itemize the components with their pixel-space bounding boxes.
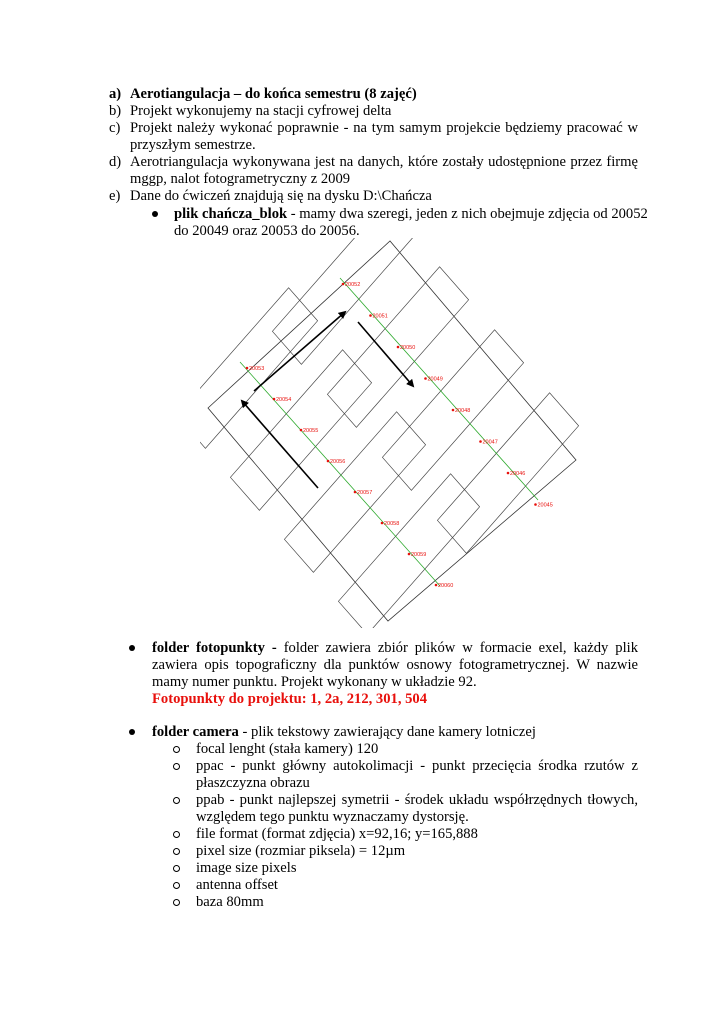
photo-center-point <box>354 491 357 494</box>
photo-block-diagram <box>200 238 580 628</box>
photo-label: 20052 <box>345 282 361 288</box>
sub-bullet-icon <box>173 763 180 770</box>
photo-label: 20059 <box>411 552 427 558</box>
list-marker-e: e) <box>109 188 121 204</box>
fotopunkty-name: folder fotopunkty - <box>152 640 277 656</box>
photo-center-point <box>424 377 427 380</box>
photo-center-point <box>381 522 384 525</box>
sub-bullet-icon <box>173 899 180 906</box>
list-item-c-line2: przyszłym semestrze. <box>130 137 256 153</box>
fotopunkty-line2: zawiera opis topograficzny dla punktów osnowy fotogrametrycznej. W nazwie <box>152 657 638 673</box>
photo-label: 20047 <box>482 439 498 446</box>
photo-center-point <box>435 584 438 587</box>
camera-item-antenna: antenna offset <box>196 877 278 893</box>
list-item-e: Dane do ćwiczeń znajdują się na dysku D:\Chańcza <box>130 188 432 204</box>
photo-label: 20055 <box>303 428 319 434</box>
list-item-b: Projekt wykonujemy na stacji cyfrowej delta <box>130 103 392 119</box>
photo-center-point <box>246 367 249 370</box>
camera-item-ppac-line1: ppac - punkt główny autokolimacji - punkt przecięcia środka rzutów z <box>196 758 638 774</box>
camera-item-ppab-line1: ppab - punkt najlepszej symetrii - środek układu współrzędnych tłowych, <box>196 792 638 808</box>
list-marker-c: c) <box>109 120 121 136</box>
fotopunkty-line3: mamy numer punktu. Projekt wykonany w układzie 92. <box>152 674 477 690</box>
photo-center-point <box>534 503 537 506</box>
photo-center-point <box>327 460 330 463</box>
photo-label: 20054 <box>276 397 292 403</box>
arrow-up-left-icon <box>242 401 318 488</box>
photo-label: 20056 <box>330 459 346 465</box>
camera-desc: - plik tekstowy zawierający dane kamery lotniczej <box>238 724 536 740</box>
camera-item-format: file format (format zdjęcia) x=92,16; y=165,888 <box>196 826 478 842</box>
list-marker-d: d) <box>109 154 122 170</box>
photo-center-point <box>479 440 482 443</box>
camera-item-baza: baza 80mm <box>196 894 264 910</box>
sub-bullet-icon <box>173 797 180 804</box>
list-item-d-line2: mggp, nalot fotogrametryczny z 2009 <box>130 171 351 187</box>
photo-label: 20058 <box>384 521 400 527</box>
blok-desc: - mamy dwa szeregi, jeden z nich obejmuje zdjęcia od 20052 <box>287 206 648 222</box>
blok-line1 <box>174 206 648 223</box>
camera-item-pixel: pixel size (rozmiar piksela) = 12µm <box>196 843 406 859</box>
photo-label: 20057 <box>357 490 373 496</box>
strip-line-b <box>240 362 440 586</box>
photo-center-point <box>507 472 510 475</box>
photo-label: 20048 <box>455 408 471 414</box>
camera-name: folder camera <box>152 724 239 740</box>
camera-item-ppac-line2: płaszczyzna obrazu <box>196 775 310 791</box>
fotopunkty-line1 <box>152 640 638 657</box>
sub-bullet-icon <box>173 865 180 872</box>
bullet-icon <box>129 729 135 735</box>
camera-line <box>152 724 536 741</box>
photo-frame <box>272 238 416 364</box>
list-item-c-line1: Projekt należy wykonać poprawnie - na tym samym projekcie będziemy pracować w <box>130 120 638 136</box>
blok-name: plik chańcza_blok <box>174 206 288 222</box>
photo-center-point <box>408 553 411 556</box>
sub-bullet-icon <box>173 882 180 889</box>
camera-item-image-size: image size pixels <box>196 860 297 876</box>
blok-line2: do 20049 oraz 20053 do 20056. <box>174 223 360 239</box>
photo-label: 20051 <box>372 313 388 320</box>
sub-bullet-icon <box>173 848 180 855</box>
photo-label: 20046 <box>510 471 526 477</box>
photo-center-point <box>300 429 303 432</box>
photo-center-point <box>369 314 372 317</box>
list-marker-a: a) <box>109 86 122 102</box>
photo-center-point <box>397 346 400 349</box>
photo-center-point <box>342 283 345 286</box>
photo-center-point <box>273 398 276 401</box>
photo-label: 20050 <box>400 345 416 351</box>
sub-bullet-icon <box>173 831 180 838</box>
block-outline <box>208 241 576 621</box>
bullet-icon <box>152 211 158 217</box>
bullet-icon <box>129 645 135 651</box>
fotopunkty-highlight: Fotopunkty do projektu: 1, 2a, 212, 301, 504 <box>152 691 428 707</box>
photo-label: 20045 <box>537 502 553 509</box>
strip-line-a <box>340 278 538 500</box>
list-item-d-line1: Aerotriangulacja wykonywana jest na danych, które zostały udostępnione przez firmę <box>130 154 638 170</box>
photo-label: 20060 <box>438 583 454 589</box>
photo-label: 20053 <box>249 366 265 372</box>
camera-item-ppab-line2: względem tego punktu wyznaczamy dystorsję. <box>196 809 469 825</box>
photo-label: 20049 <box>427 376 443 383</box>
sub-bullet-icon <box>173 746 180 753</box>
camera-item-focal: focal lenght (stała kamery) 120 <box>196 741 379 757</box>
fotopunkty-desc: folder zawiera zbiór plików w formacie exel, każdy plik <box>276 640 638 656</box>
list-marker-b: b) <box>109 103 122 119</box>
list-item-a: Aerotiangulacja – do końca semestru (8 zajęć) <box>130 86 417 102</box>
photo-center-point <box>452 409 455 412</box>
